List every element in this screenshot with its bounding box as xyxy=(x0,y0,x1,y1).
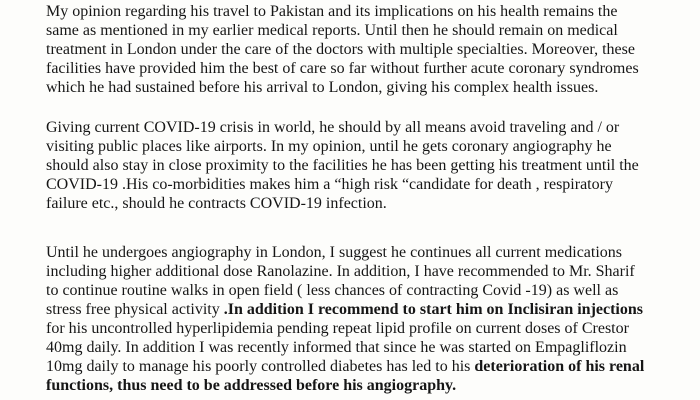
text-line: facilities have provided him the best of care so far without further acute coronary syndromes xyxy=(46,60,639,77)
text-line: should also stay in close proximity to the facilities he has been getting his treatment until the xyxy=(46,157,639,174)
text-line: My opinion regarding his travel to Pakistan and its implications on his health remains the xyxy=(46,3,618,20)
text-line: for his uncontrolled hyperlipidemia pending repeat lipid profile on current doses of Crestor xyxy=(46,320,629,337)
text-line: treatment in London under the care of the doctors with multiple specialties. Moreover, these xyxy=(46,41,635,58)
text-line: Until he undergoes angiography in London, I suggest he continues all current medications xyxy=(46,244,623,261)
text-segment: stress free physical activity xyxy=(46,301,224,318)
text-line xyxy=(46,357,644,377)
text-line: COVID-19 .His co-morbidities makes him a “high risk “candidate for death , respiratory xyxy=(46,176,613,193)
bold-text-segment: .In addition I recommend to start him on Inclisiran injections xyxy=(223,301,643,318)
text-line: 40mg daily. In addition I was recently informed that since he was started on Empagliflozin xyxy=(46,339,627,356)
text-segment: 10mg daily to manage his poorly controlled diabetes has led to his xyxy=(46,358,475,375)
text-line: which he had sustained before his arrival to London, giving his complex health issues. xyxy=(46,79,599,96)
text-line xyxy=(46,376,456,396)
text-line: visiting public places like airports. In my opinion, until he gets coronary angiography he xyxy=(46,138,612,155)
text-line xyxy=(46,300,643,320)
text-line: Giving current COVID-19 crisis in world, he should by all means avoid traveling and / or xyxy=(46,119,620,136)
bold-text-segment: deterioration of his renal xyxy=(474,358,645,375)
bold-text-segment: functions, thus need to be addressed before his angiography. xyxy=(46,377,457,394)
text-line: failure etc., should he contracts COVID-19 infection. xyxy=(46,195,387,212)
text-line: to continue routine walks in open field ( less chances of contracting Covid -19) as well as xyxy=(46,282,619,299)
text-line: same as mentioned in my earlier medical reports. Until then he should remain on medical xyxy=(46,22,618,39)
text-line: including higher additional dose Ranolazine. In addition, I have recommended to Mr. Sharif xyxy=(46,263,635,280)
